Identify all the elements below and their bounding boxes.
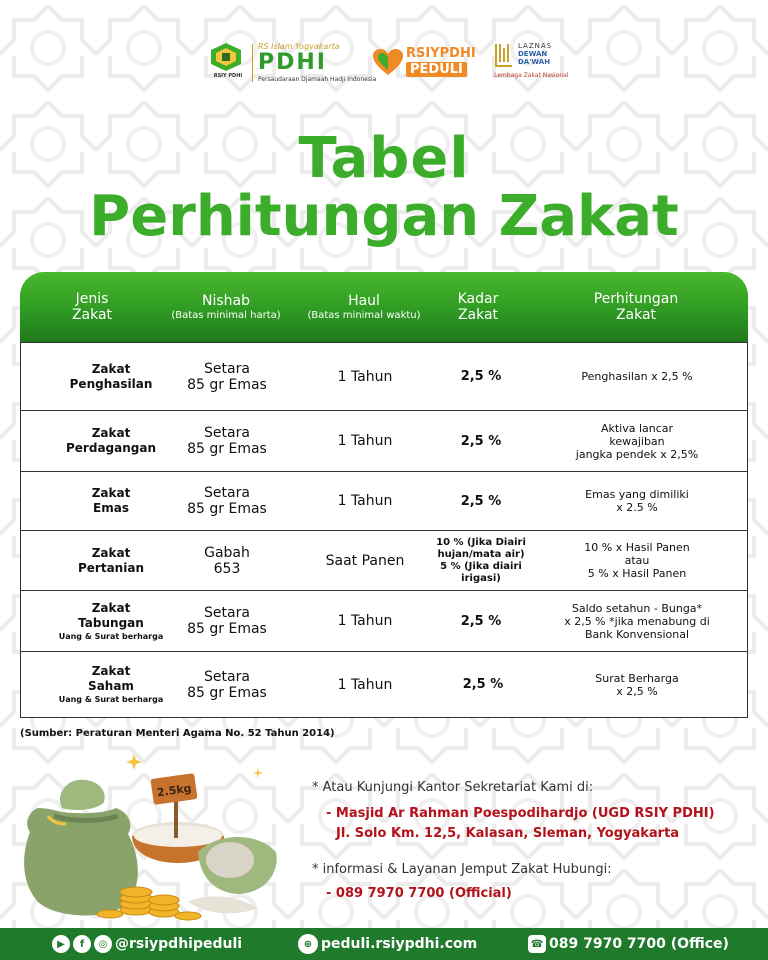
header-haul <box>288 272 440 342</box>
peduli-bottom-text: PEDULI <box>406 62 467 77</box>
page-title-line2: Perhitungan Zakat <box>89 184 679 249</box>
pdhi-name: PDHI <box>258 50 327 75</box>
jenis-line3: Uang & Surat berharga <box>58 631 164 641</box>
social-handle: @rsiypdhipeduli <box>115 936 243 952</box>
facebook-icon: f <box>73 935 91 953</box>
heart-icon <box>372 48 404 76</box>
cell-nishab <box>165 472 289 530</box>
footer-website[interactable] <box>298 928 477 960</box>
cell-kadar <box>421 531 541 590</box>
nishab-line2: 85 gr Emas <box>187 684 267 701</box>
jenis-line2: Tabungan <box>78 615 144 630</box>
table-row <box>21 471 747 530</box>
perhitungan-line2: kewajiban <box>609 434 665 448</box>
pdhi-subtitle: Persaudaraan Djamaah Hadji Indonesia <box>258 76 377 83</box>
table-row <box>21 530 747 590</box>
page-title-line1: Tabel <box>298 126 470 191</box>
office-phone: 089 7970 7700 (Office) <box>549 936 729 952</box>
cell-haul <box>289 652 441 717</box>
header-jenis-label: Jenis Zakat <box>71 291 113 323</box>
weight-tag: 2.5kg <box>156 781 193 800</box>
visit-label: * Atau Kunjungi Kantor Sekretariat Kami di: <box>312 780 594 795</box>
nishab-line2: 85 gr Emas <box>187 376 267 393</box>
cell-perhitungan <box>541 591 733 651</box>
cell-kadar <box>421 411 541 471</box>
cell-haul <box>289 411 441 471</box>
jenis-line1: Zakat <box>91 486 131 500</box>
nishab-line2: 85 gr Emas <box>187 441 267 457</box>
haul-value: 1 Tahun <box>337 493 393 509</box>
contact-label: * informasi & Layanan Jemput Zakat Hubungi: <box>312 862 612 877</box>
cell-haul <box>289 591 441 651</box>
cell-kadar <box>421 591 541 651</box>
laznas-mark-icon <box>494 42 514 68</box>
kadar-value: 2,5 % <box>460 493 502 509</box>
header-jenis <box>20 272 164 342</box>
jenis-line1: Zakat <box>91 664 131 678</box>
kadar-value: 2,5 % <box>462 677 504 692</box>
perhitungan-line3: jangka pendek x 2,5% <box>575 447 699 461</box>
kadar-value: 2,5 % <box>460 369 502 384</box>
perhitungan-line2: x 2,5 % <box>616 684 658 698</box>
laznas-line1: LAZNAS <box>518 42 553 50</box>
perhitungan-line1: Surat Berharga <box>595 671 679 685</box>
jenis-line1: Zakat <box>91 426 131 440</box>
haul-value: 1 Tahun <box>337 613 393 629</box>
nishab-line2: 85 gr Emas <box>187 501 267 517</box>
cell-nishab <box>165 343 289 410</box>
header-perhitungan <box>540 272 732 342</box>
perhitungan-line1: Saldo setahun - Bunga* <box>571 601 703 615</box>
jenis-line2: Pertanian <box>78 560 144 575</box>
table-row <box>21 410 747 471</box>
cell-haul <box>289 343 441 410</box>
pdhi-emblem-icon <box>208 42 244 72</box>
header-perhitungan-sub: Zakat <box>615 307 657 323</box>
nishab-line1: Setara <box>204 668 250 685</box>
perhitungan-line3: 5 % x Hasil Panen <box>587 567 687 580</box>
youtube-icon: ▶ <box>52 935 70 953</box>
perhitungan-line2: x 2.5 % <box>616 501 658 514</box>
instagram-icon: ◎ <box>94 935 112 953</box>
header-nishab-sub: (Batas minimal harta) <box>171 309 281 321</box>
header-kadar-label: Kadar <box>457 291 499 307</box>
pdhi-emblem-text: RSIY PDHI <box>213 73 243 79</box>
cell-perhitungan <box>541 531 733 590</box>
jenis-line2: Perdagangan <box>66 441 156 455</box>
website-url: peduli.rsiypdhi.com <box>321 936 478 952</box>
perhitungan-line2: x 2,5 % *jika menabung di <box>564 614 710 628</box>
jenis-line1: Zakat <box>91 545 131 560</box>
perhitungan-line2: atau <box>624 554 650 567</box>
kadar-line3: 5 % (Jika diairi irigasi) <box>440 560 522 584</box>
haul-value: 1 Tahun <box>337 676 393 693</box>
laznas-line2: DEWAN <box>518 50 548 58</box>
rice-sack-illustration <box>18 752 288 924</box>
footer-phone[interactable] <box>528 928 729 960</box>
perhitungan-line3: Bank Konvensional <box>584 627 690 641</box>
footer-social[interactable] <box>52 928 242 960</box>
perhitungan-line1: Penghasilan x 2,5 % <box>581 370 693 383</box>
jenis-line3: Uang & Surat berharga <box>58 695 164 704</box>
jenis-line2: Saham <box>88 679 134 693</box>
cell-kadar <box>421 652 545 717</box>
jenis-line1: Zakat <box>91 361 131 376</box>
pdhi-logo <box>208 40 388 86</box>
footer-bar <box>0 928 768 960</box>
zakat-table <box>20 272 748 718</box>
header-haul-sub: (Batas minimal waktu) <box>307 309 421 321</box>
nishab-line1: Setara <box>204 485 250 501</box>
source-note: (Sumber: Peraturan Menteri Agama No. 52 Tahun 2014) <box>20 728 335 739</box>
cell-kadar <box>421 343 541 410</box>
perhitungan-line1: Aktiva lancar <box>600 421 674 435</box>
nishab-line1: Setara <box>204 605 250 621</box>
perhitungan-line1: Emas yang dimiliki <box>585 488 689 501</box>
jenis-line2: Penghasilan <box>69 376 153 391</box>
address-line2: Jl. Solo Km. 12,5, Kalasan, Sleman, Yogyakarta <box>336 826 680 841</box>
cell-perhitungan <box>541 343 733 410</box>
peduli-top-text: RSIYPDHI <box>406 46 476 61</box>
kadar-value: 2,5 % <box>460 613 502 629</box>
kadar-line1: 10 % (Jika Diairi <box>436 536 526 548</box>
logo-bar <box>0 38 768 88</box>
peduli-logo <box>372 44 482 80</box>
nishab-line2: 85 gr Emas <box>187 621 267 637</box>
phone-icon: ☎ <box>528 935 546 953</box>
cell-nishab <box>165 591 289 651</box>
laznas-line3: DA'WAH <box>518 58 551 66</box>
header-nishab <box>164 272 288 342</box>
address-line1: - Masjid Ar Rahman Poespodihardjo (UGD RSIY PDHI) <box>326 806 715 821</box>
nishab-line2: 653 <box>213 560 241 577</box>
haul-value: Saat Panen <box>325 552 405 569</box>
cell-nishab <box>165 652 289 717</box>
table-header <box>20 272 748 342</box>
cell-nishab <box>165 411 289 471</box>
nishab-line1: Setara <box>204 360 250 377</box>
header-haul-label: Haul <box>348 292 380 309</box>
jenis-line2: Emas <box>93 501 129 515</box>
header-perhitungan-label: Perhitungan <box>593 291 679 307</box>
kadar-value: 2,5 % <box>460 433 502 449</box>
table-row <box>21 590 747 651</box>
cell-haul <box>289 531 441 590</box>
haul-value: 1 Tahun <box>337 433 393 449</box>
table-body <box>20 342 748 718</box>
cell-kadar <box>421 472 541 530</box>
table-row <box>21 342 747 410</box>
kadar-line2: hujan/mata air) <box>437 548 525 560</box>
cell-perhitungan <box>541 411 733 471</box>
cell-perhitungan <box>541 472 733 530</box>
laznas-line4: Lembaga Zakat Nasional <box>494 72 569 79</box>
cell-haul <box>289 472 441 530</box>
perhitungan-line1: 10 % x Hasil Panen <box>584 541 690 554</box>
globe-icon: ⊕ <box>298 934 318 954</box>
official-phone: - 089 7970 7700 (Official) <box>326 886 512 901</box>
table-row <box>21 651 747 717</box>
logo-divider <box>252 44 253 82</box>
cell-perhitungan <box>541 652 733 717</box>
header-kadar-sub: Zakat <box>457 307 499 323</box>
jenis-line1: Zakat <box>91 600 131 615</box>
pdhi-rs-text: RS Islam Yogyakarta <box>258 42 340 51</box>
nishab-line1: Gabah <box>204 544 250 561</box>
laznas-logo <box>494 42 574 86</box>
haul-value: 1 Tahun <box>337 368 393 385</box>
header-nishab-label: Nishab <box>202 292 250 309</box>
nishab-line1: Setara <box>204 425 250 441</box>
header-kadar <box>420 272 536 342</box>
cell-nishab <box>165 531 289 590</box>
